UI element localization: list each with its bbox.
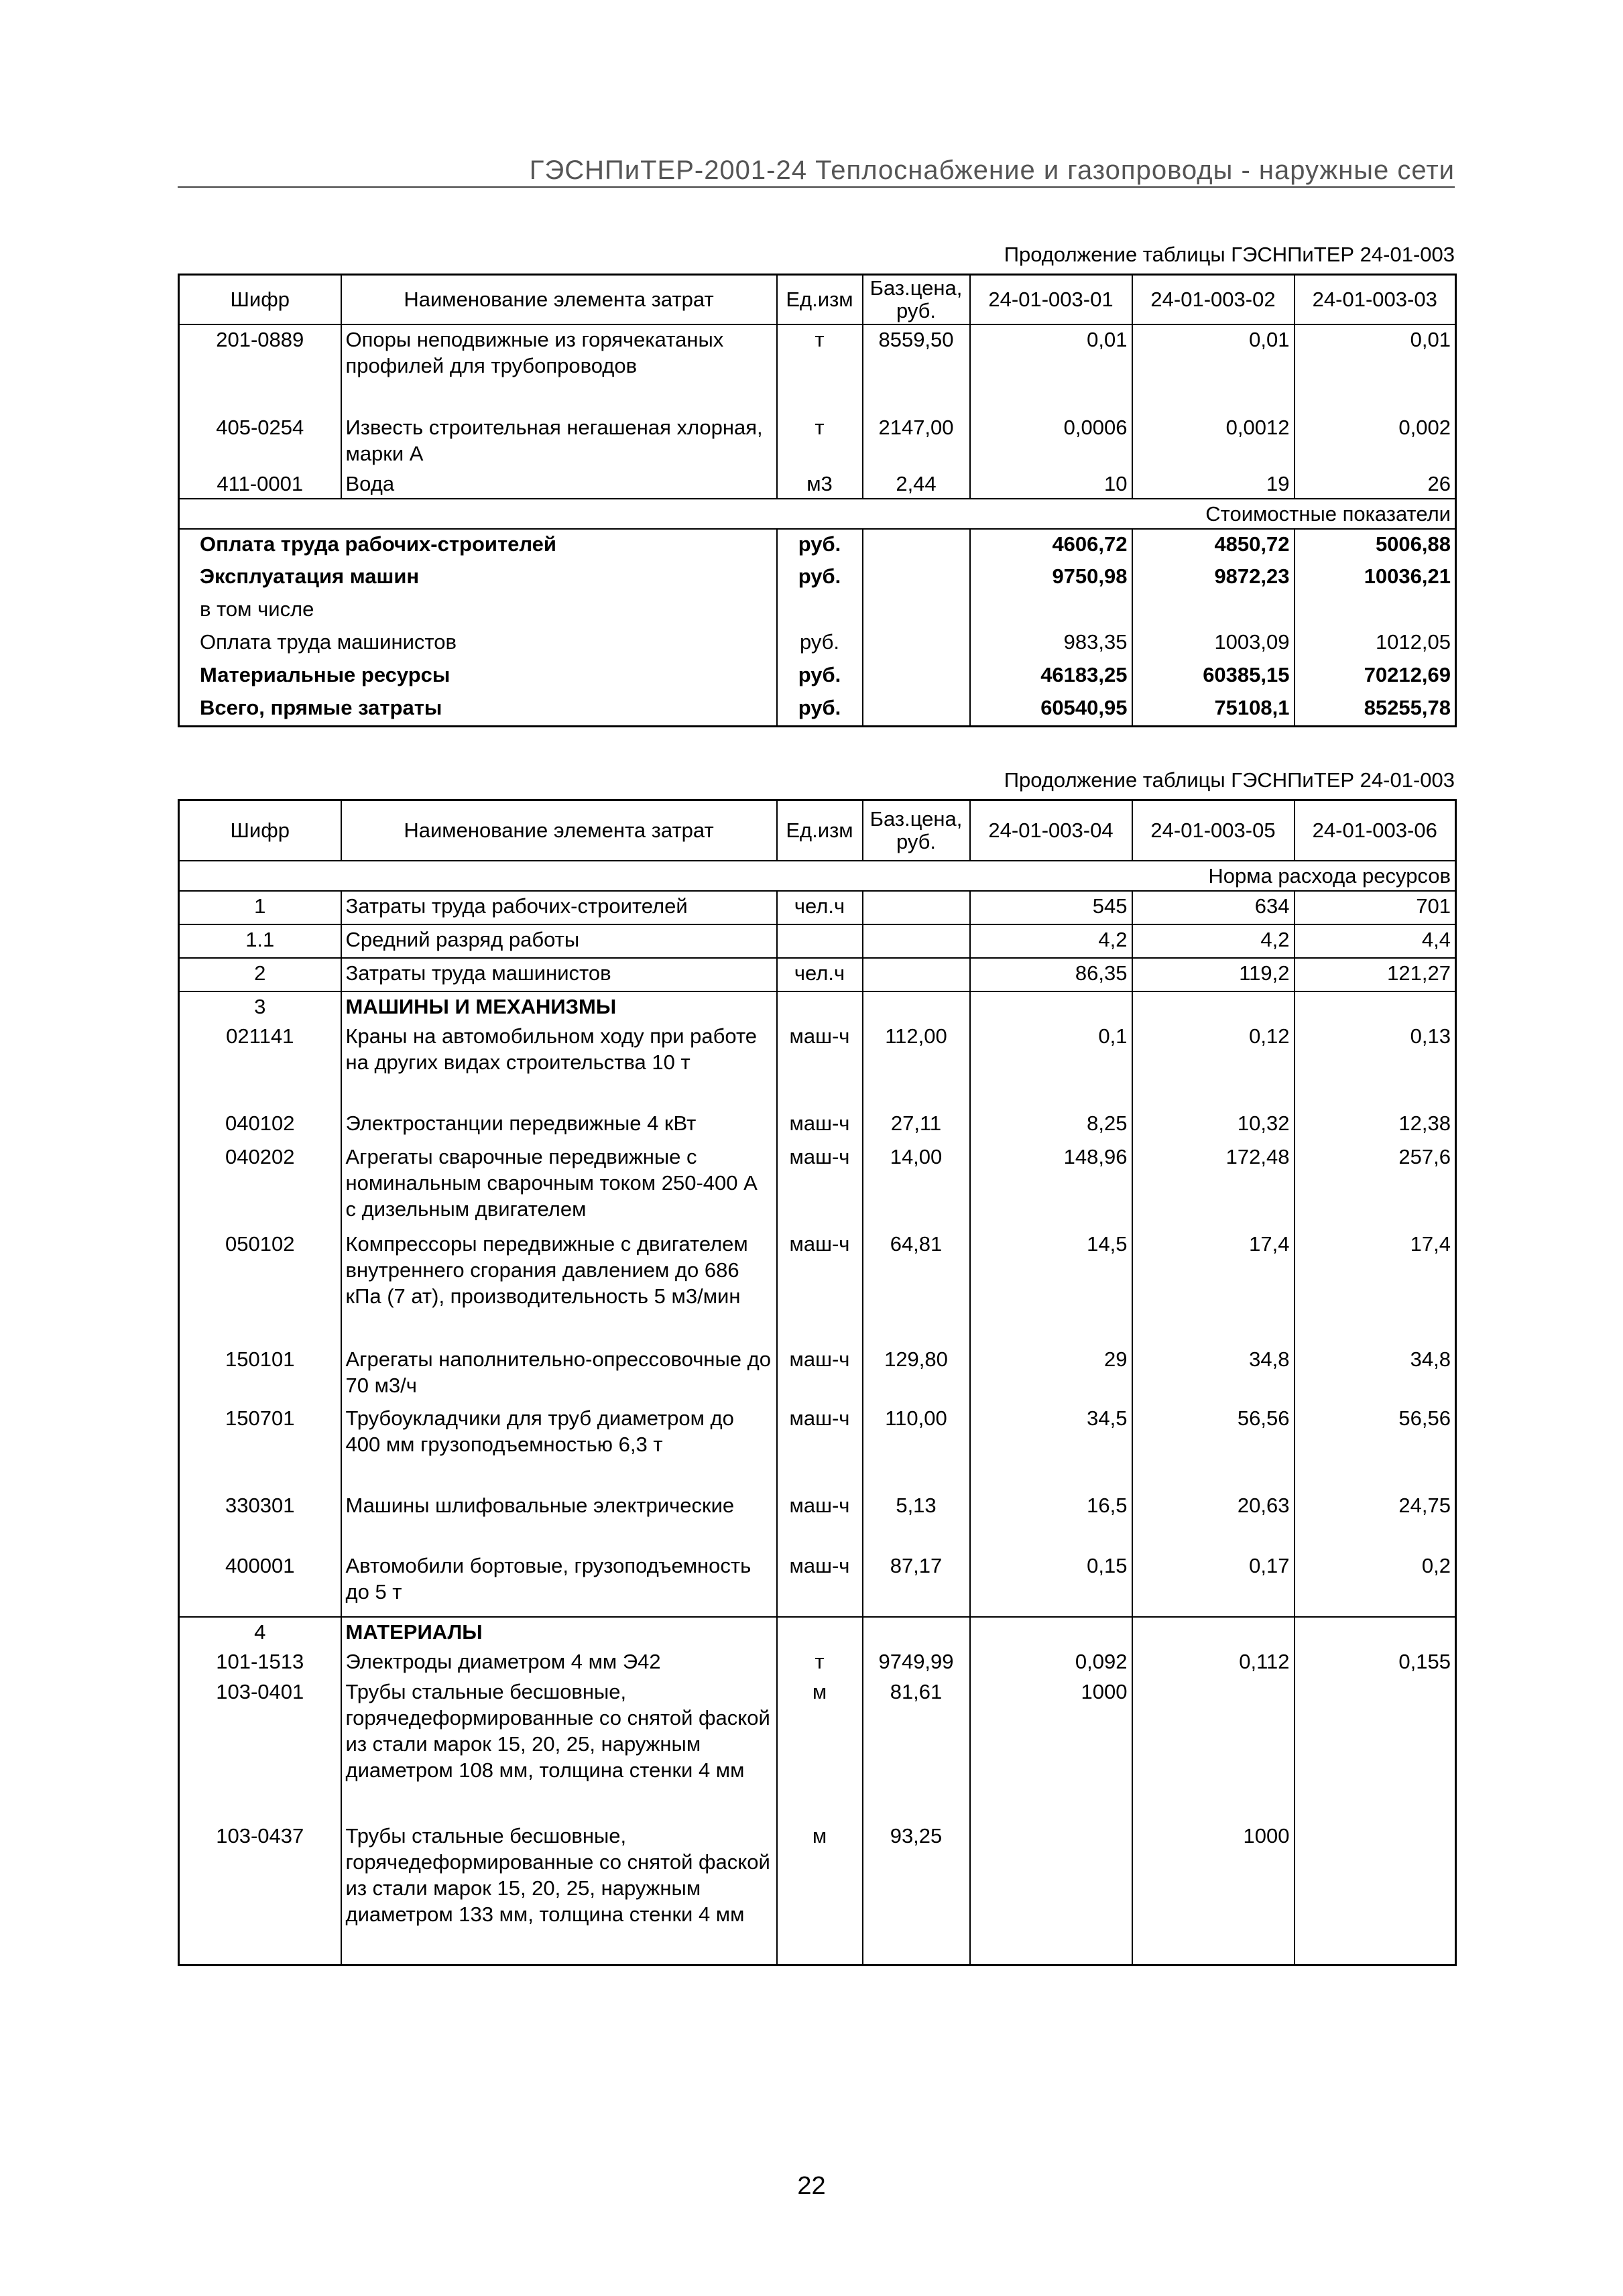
value-3: 0,155 bbox=[1398, 1649, 1451, 1673]
resource-code: 4 bbox=[179, 1617, 341, 1647]
value-3 bbox=[1295, 1617, 1456, 1647]
value-3 bbox=[1295, 1677, 1456, 1821]
unit: маш-ч bbox=[777, 1022, 863, 1109]
value-2: 9872,23 bbox=[1132, 562, 1295, 595]
summary-label: Эксплуатация машин bbox=[179, 562, 777, 595]
value-3: 34,8 bbox=[1410, 1347, 1451, 1371]
value-1 bbox=[970, 991, 1132, 1022]
unit: маш-ч bbox=[777, 1491, 863, 1551]
empty-cell bbox=[863, 693, 970, 726]
resource-code: 103-0401 bbox=[179, 1677, 341, 1821]
base-price: 64,81 bbox=[863, 1229, 970, 1345]
resource-code: 103-0437 bbox=[179, 1821, 341, 1966]
resource-name: Затраты труда рабочих-строителей bbox=[341, 891, 777, 924]
resource-code: 101-1513 bbox=[179, 1647, 341, 1677]
value-1: 4606,72 bbox=[970, 529, 1132, 562]
resource-code: 1 bbox=[179, 891, 341, 924]
table1-header-row bbox=[179, 275, 1456, 325]
value-2: 17,4 bbox=[1132, 1229, 1295, 1345]
summary-label: Оплата труда машинистов bbox=[179, 627, 777, 660]
table-row bbox=[179, 1821, 1456, 1966]
unit: маш-ч bbox=[777, 1345, 863, 1404]
value-2: 56,56 bbox=[1132, 1404, 1295, 1491]
table-row bbox=[179, 1109, 1456, 1142]
summary-row bbox=[179, 693, 1456, 726]
unit: маш-ч bbox=[777, 1142, 863, 1229]
value-1 bbox=[970, 595, 1132, 627]
resource-code: 405-0254 bbox=[179, 413, 341, 469]
col-header: 24-01-003-02 bbox=[1132, 275, 1295, 325]
unit: маш-ч bbox=[777, 1551, 863, 1617]
table-row bbox=[179, 958, 1456, 991]
cost-table-1 bbox=[178, 274, 1457, 727]
value-3: 24,75 bbox=[1398, 1493, 1451, 1517]
resource-name: Краны на автомобильном ходу при работе на других видах строительства 10 т bbox=[341, 1022, 777, 1109]
table-row bbox=[179, 1022, 1456, 1109]
value-1: 545 bbox=[970, 891, 1132, 924]
value-2: 75108,1 bbox=[1132, 693, 1295, 726]
unit: чел.ч bbox=[777, 891, 863, 924]
value-1: 8,25 bbox=[970, 1109, 1132, 1142]
col-header: 24-01-003-06 bbox=[1295, 800, 1456, 861]
value-3: 12,38 bbox=[1398, 1111, 1451, 1135]
base-price bbox=[863, 891, 970, 924]
value-2: 60385,15 bbox=[1132, 660, 1295, 693]
value-3: 56,56 bbox=[1398, 1406, 1451, 1430]
resource-name: Машины шлифовальные электрические bbox=[341, 1491, 777, 1551]
table-row bbox=[179, 891, 1456, 924]
col-header: Шифр bbox=[179, 800, 341, 861]
value-1: 148,96 bbox=[970, 1142, 1132, 1229]
unit: маш-ч bbox=[777, 1109, 863, 1142]
value-3: 17,4 bbox=[1410, 1231, 1451, 1256]
value-1: 10 bbox=[970, 469, 1132, 499]
value-1: 46183,25 bbox=[970, 660, 1132, 693]
value-2 bbox=[1132, 595, 1295, 627]
empty-cell bbox=[863, 595, 970, 627]
table-row bbox=[179, 1617, 1456, 1647]
unit bbox=[777, 924, 863, 958]
summary-row bbox=[179, 595, 1456, 627]
resource-name: Трубоукладчики для труб диаметром до 400 мм грузоподъемностью 6,3 т bbox=[341, 1404, 777, 1491]
base-price: 27,11 bbox=[863, 1109, 970, 1142]
value-3: 1012,05 bbox=[1375, 630, 1451, 654]
unit: руб. bbox=[777, 693, 863, 726]
value-1: 0,01 bbox=[970, 324, 1132, 413]
value-1: 0,092 bbox=[970, 1647, 1132, 1677]
col-header: 24-01-003-04 bbox=[970, 800, 1132, 861]
empty-cell bbox=[863, 627, 970, 660]
unit bbox=[777, 1617, 863, 1647]
empty-cell bbox=[863, 660, 970, 693]
unit: чел.ч bbox=[777, 958, 863, 991]
unit: руб. bbox=[777, 627, 863, 660]
col-header: Наименование элемента затрат bbox=[341, 800, 777, 861]
table-row bbox=[179, 469, 1456, 499]
resource-code: 330301 bbox=[179, 1491, 341, 1551]
value-1: 4,2 bbox=[970, 924, 1132, 958]
resource-name: Средний разряд работы bbox=[341, 924, 777, 958]
unit: м bbox=[777, 1821, 863, 1966]
unit: маш-ч bbox=[777, 1404, 863, 1491]
empty-cell bbox=[863, 562, 970, 595]
value-3: 121,27 bbox=[1387, 961, 1451, 985]
summary-row bbox=[179, 529, 1456, 562]
summary-label: Материальные ресурсы bbox=[179, 660, 777, 693]
table-row bbox=[179, 1142, 1456, 1229]
page-number: 22 bbox=[797, 2172, 826, 2200]
value-2: 172,48 bbox=[1132, 1142, 1295, 1229]
value-3: 70212,69 bbox=[1364, 663, 1451, 686]
summary-label: в том числе bbox=[179, 595, 777, 627]
col-header: Баз.цена, руб. bbox=[863, 275, 970, 325]
value-1: 1000 bbox=[970, 1677, 1132, 1821]
resource-code: 1.1 bbox=[179, 924, 341, 958]
resource-name: Автомобили бортовые, грузоподъемность до 5 т bbox=[341, 1551, 777, 1617]
value-2 bbox=[1132, 1677, 1295, 1821]
value-1: 14,5 bbox=[970, 1229, 1132, 1345]
base-price: 9749,99 bbox=[863, 1647, 970, 1677]
cost-table-2 bbox=[178, 799, 1457, 1966]
resource-name: Вода bbox=[341, 469, 777, 499]
table2-caption: Продолжение таблицы ГЭСНПиТЕР 24-01-003 bbox=[1004, 768, 1455, 792]
col-header: Баз.цена, руб. bbox=[863, 800, 970, 861]
table-row bbox=[179, 924, 1456, 958]
table-row bbox=[179, 1551, 1456, 1617]
unit: руб. bbox=[777, 660, 863, 693]
base-price bbox=[863, 1617, 970, 1647]
base-price bbox=[863, 924, 970, 958]
value-3: 85255,78 bbox=[1364, 696, 1451, 719]
resource-name: Агрегаты наполнительно-опрессовочные до 70 м3/ч bbox=[341, 1345, 777, 1404]
resource-name: Известь строительная негашеная хлорная, марки А bbox=[341, 413, 777, 469]
value-2: 0,01 bbox=[1132, 324, 1295, 413]
value-1: 0,15 bbox=[970, 1551, 1132, 1617]
value-3: 5006,88 bbox=[1375, 532, 1451, 556]
base-price: 93,25 bbox=[863, 1821, 970, 1966]
resource-name: Трубы стальные бесшовные, горячедеформированные со снятой фаской из стали марок 15, 20, 25, наружным диаметром 108 мм, толщина стенки 4 мм bbox=[341, 1677, 777, 1821]
table-row bbox=[179, 1229, 1456, 1345]
unit bbox=[777, 595, 863, 627]
value-3: 4,4 bbox=[1421, 927, 1451, 951]
section-row bbox=[179, 861, 1456, 891]
value-1: 29 bbox=[970, 1345, 1132, 1404]
resource-code: 201-0889 bbox=[179, 324, 341, 413]
value-2: 10,32 bbox=[1132, 1109, 1295, 1142]
base-price: 2,44 bbox=[863, 469, 970, 499]
col-header: 24-01-003-03 bbox=[1295, 275, 1456, 325]
base-price: 81,61 bbox=[863, 1677, 970, 1821]
table1-caption: Продолжение таблицы ГЭСНПиТЕР 24-01-003 bbox=[1004, 243, 1455, 266]
base-price bbox=[863, 958, 970, 991]
base-price: 110,00 bbox=[863, 1404, 970, 1491]
base-price: 2147,00 bbox=[863, 413, 970, 469]
page-header bbox=[178, 156, 1455, 188]
base-price: 112,00 bbox=[863, 1022, 970, 1109]
value-2: 0,0012 bbox=[1132, 413, 1295, 469]
summary-row bbox=[179, 627, 1456, 660]
table-row bbox=[179, 991, 1456, 1022]
unit: т bbox=[777, 324, 863, 413]
table-row bbox=[179, 1491, 1456, 1551]
unit: м bbox=[777, 1677, 863, 1821]
value-3: 0,2 bbox=[1421, 1553, 1451, 1577]
base-price bbox=[863, 991, 970, 1022]
value-2: 634 bbox=[1132, 891, 1295, 924]
resource-name: Электростанции передвижные 4 кВт bbox=[341, 1109, 777, 1142]
resource-code: 411-0001 bbox=[179, 469, 341, 499]
table2-header-row bbox=[179, 800, 1456, 861]
value-1 bbox=[970, 1617, 1132, 1647]
resource-code: 040202 bbox=[179, 1142, 341, 1229]
resource-code: 050102 bbox=[179, 1229, 341, 1345]
resource-name: Электроды диаметром 4 мм Э42 bbox=[341, 1647, 777, 1677]
col-header: 24-01-003-05 bbox=[1132, 800, 1295, 861]
base-price: 5,13 bbox=[863, 1491, 970, 1551]
header-title: ГЭСНПиТЕР-2001-24 Теплоснабжение и газопроводы - наружные сети bbox=[529, 156, 1455, 185]
resource-code: 150101 bbox=[179, 1345, 341, 1404]
col-header: Ед.изм bbox=[777, 275, 863, 325]
value-3: 26 bbox=[1427, 472, 1451, 495]
resource-name: Затраты труда машинистов bbox=[341, 958, 777, 991]
value-2: 1000 bbox=[1132, 1821, 1295, 1966]
resource-name: МАТЕРИАЛЫ bbox=[341, 1617, 777, 1647]
resource-code: 021141 bbox=[179, 1022, 341, 1109]
value-3: 257,6 bbox=[1398, 1144, 1451, 1168]
value-2: 0,12 bbox=[1132, 1022, 1295, 1109]
value-2: 19 bbox=[1132, 469, 1295, 499]
value-3: 0,13 bbox=[1410, 1024, 1451, 1048]
unit: руб. bbox=[777, 562, 863, 595]
value-3 bbox=[1295, 595, 1456, 627]
col-header: 24-01-003-01 bbox=[970, 275, 1132, 325]
value-3: 0,002 bbox=[1398, 416, 1451, 439]
value-2: 119,2 bbox=[1132, 958, 1295, 991]
value-2: 1003,09 bbox=[1132, 627, 1295, 660]
value-2: 4,2 bbox=[1132, 924, 1295, 958]
value-2: 4850,72 bbox=[1132, 529, 1295, 562]
value-1: 86,35 bbox=[970, 958, 1132, 991]
base-price: 8559,50 bbox=[863, 324, 970, 413]
resource-code: 3 bbox=[179, 991, 341, 1022]
col-header: Шифр bbox=[179, 275, 341, 325]
table-row bbox=[179, 324, 1456, 413]
section-label: Норма расхода ресурсов bbox=[1208, 863, 1451, 888]
value-3: 10036,21 bbox=[1364, 564, 1451, 588]
table-row bbox=[179, 1345, 1456, 1404]
unit bbox=[777, 991, 863, 1022]
resource-name: Компрессоры передвижные с двигателем внутреннего сгорания давлением до 686 кПа (7 ат), производительность 5 м3/мин bbox=[341, 1229, 777, 1345]
summary-row bbox=[179, 562, 1456, 595]
resource-name: Агрегаты сварочные передвижные с номинальным сварочным током 250-400 А с дизельным двигателем bbox=[341, 1142, 777, 1229]
base-price: 14,00 bbox=[863, 1142, 970, 1229]
value-3: 701 bbox=[1416, 894, 1451, 918]
value-3 bbox=[1295, 991, 1456, 1022]
value-2: 0,112 bbox=[1132, 1647, 1295, 1677]
resource-code: 150701 bbox=[179, 1404, 341, 1491]
value-1: 983,35 bbox=[970, 627, 1132, 660]
table-row bbox=[179, 1647, 1456, 1677]
value-1: 16,5 bbox=[970, 1491, 1132, 1551]
unit: т bbox=[777, 413, 863, 469]
resource-code: 040102 bbox=[179, 1109, 341, 1142]
summary-row bbox=[179, 660, 1456, 693]
resource-name: Опоры неподвижные из горячекатаных профилей для трубопроводов bbox=[341, 324, 777, 413]
base-price: 87,17 bbox=[863, 1551, 970, 1617]
value-2: 34,8 bbox=[1132, 1345, 1295, 1404]
value-1: 9750,98 bbox=[970, 562, 1132, 595]
value-2: 20,63 bbox=[1132, 1491, 1295, 1551]
unit: руб. bbox=[777, 529, 863, 562]
value-1 bbox=[970, 1821, 1132, 1966]
value-3 bbox=[1295, 1821, 1456, 1966]
section-row bbox=[179, 499, 1456, 529]
resource-code: 400001 bbox=[179, 1551, 341, 1617]
table-row bbox=[179, 413, 1456, 469]
section-label: Стоимостные показатели bbox=[1205, 502, 1451, 526]
value-1: 34,5 bbox=[970, 1404, 1132, 1491]
empty-cell bbox=[863, 529, 970, 562]
resource-name: Трубы стальные бесшовные, горячедеформированные со снятой фаской из стали марок 15, 20, 25, наружным диаметром 133 мм, толщина стенки 4 мм bbox=[341, 1821, 777, 1966]
col-header: Ед.изм bbox=[777, 800, 863, 861]
unit: маш-ч bbox=[777, 1229, 863, 1345]
col-header: Наименование элемента затрат bbox=[341, 275, 777, 325]
table-row bbox=[179, 1404, 1456, 1491]
value-1: 60540,95 bbox=[970, 693, 1132, 726]
summary-label: Всего, прямые затраты bbox=[179, 693, 777, 726]
value-1: 0,0006 bbox=[970, 413, 1132, 469]
resource-code: 2 bbox=[179, 958, 341, 991]
summary-label: Оплата труда рабочих-строителей bbox=[179, 529, 777, 562]
table-row bbox=[179, 1677, 1456, 1821]
unit: т bbox=[777, 1647, 863, 1677]
value-1: 0,1 bbox=[970, 1022, 1132, 1109]
value-2 bbox=[1132, 991, 1295, 1022]
value-2 bbox=[1132, 1617, 1295, 1647]
value-3: 0,01 bbox=[1410, 328, 1451, 351]
unit: м3 bbox=[777, 469, 863, 499]
resource-name: МАШИНЫ И МЕХАНИЗМЫ bbox=[341, 991, 777, 1022]
value-2: 0,17 bbox=[1132, 1551, 1295, 1617]
base-price: 129,80 bbox=[863, 1345, 970, 1404]
